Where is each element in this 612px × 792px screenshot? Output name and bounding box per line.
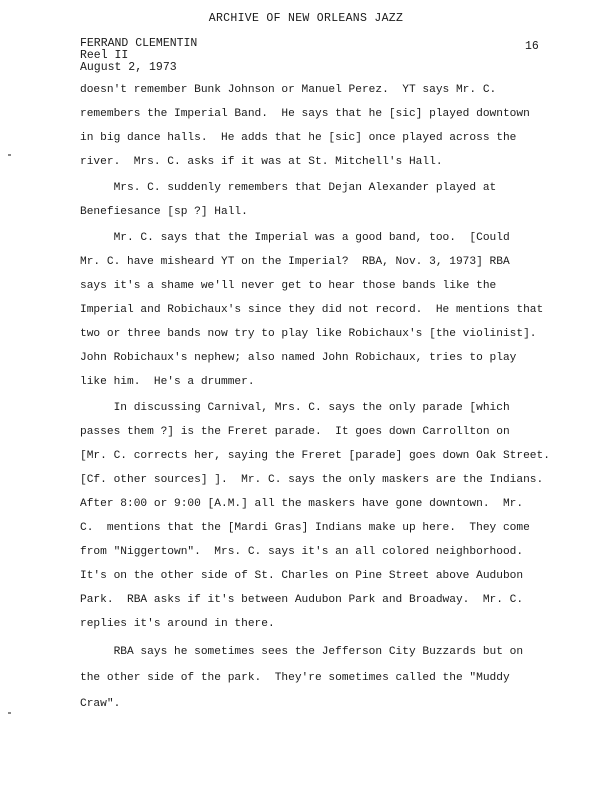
margin-speck: [8, 712, 11, 714]
body-line: from "Niggertown". Mrs. C. says it's an all colored neighborhood.: [80, 546, 524, 558]
body-line: in big dance halls. He adds that he [sic] once played across the: [80, 132, 517, 144]
interview-header: [80, 38, 197, 74]
body-line: Mr. C. says that the Imperial was a good band, too. [Could: [80, 232, 510, 244]
body-line: It's on the other side of St. Charles on Pine Street above Audubon: [80, 570, 524, 582]
page-number: 16: [525, 40, 539, 53]
body-line: [Mr. C. corrects her, saying the Freret [parade] goes down Oak Street.: [80, 450, 550, 462]
body-line: C. mentions that the [Mardi Gras] Indians make up here. They come: [80, 522, 530, 534]
body-line: river. Mrs. C. asks if it was at St. Mitchell's Hall.: [80, 156, 443, 168]
body-line: In discussing Carnival, Mrs. C. says the only parade [which: [80, 402, 510, 414]
margin-speck: [8, 154, 11, 156]
body-line: doesn't remember Bunk Johnson or Manuel Perez. YT says Mr. C.: [80, 84, 497, 96]
reel-label: Reel II: [80, 49, 129, 62]
body-line: says it's a shame we'll never get to hear those bands like the: [80, 280, 497, 292]
body-line: Craw".: [80, 698, 121, 710]
body-line: like him. He's a drummer.: [80, 376, 255, 388]
body-line: Benefiesance [sp ?] Hall.: [80, 206, 248, 218]
body-line: Park. RBA asks if it's between Audubon Park and Broadway. Mr. C.: [80, 594, 524, 606]
body-line: the other side of the park. They're sometimes called the "Muddy: [80, 672, 510, 684]
body-line: replies it's around in there.: [80, 618, 275, 630]
body-line: Mrs. C. suddenly remembers that Dejan Alexander played at: [80, 182, 497, 194]
body-line: John Robichaux's nephew; also named John Robichaux, tries to play: [80, 352, 517, 364]
interviewee-name: FERRAND CLEMENTIN: [80, 37, 198, 50]
body-line: two or three bands now try to play like Robichaux's [the violinist].: [80, 328, 537, 340]
body-line: passes them ?] is the Freret parade. It goes down Carrollton on: [80, 426, 510, 438]
archive-title: ARCHIVE OF NEW ORLEANS JAZZ: [208, 12, 404, 25]
body-line: remembers the Imperial Band. He says that he [sic] played downtown: [80, 108, 530, 120]
body-line: Imperial and Robichaux's since they did not record. He mentions that: [80, 304, 544, 316]
body-line: After 8:00 or 9:00 [A.M.] all the maskers have gone downtown. Mr.: [80, 498, 524, 510]
interview-date: August 2, 1973: [80, 61, 177, 74]
body-line: Mr. C. have misheard YT on the Imperial? RBA, Nov. 3, 1973] RBA: [80, 256, 510, 268]
body-line: RBA says he sometimes sees the Jefferson City Buzzards but on: [80, 646, 524, 658]
body-line: [Cf. other sources] ]. Mr. C. says the only maskers are the Indians.: [80, 474, 544, 486]
